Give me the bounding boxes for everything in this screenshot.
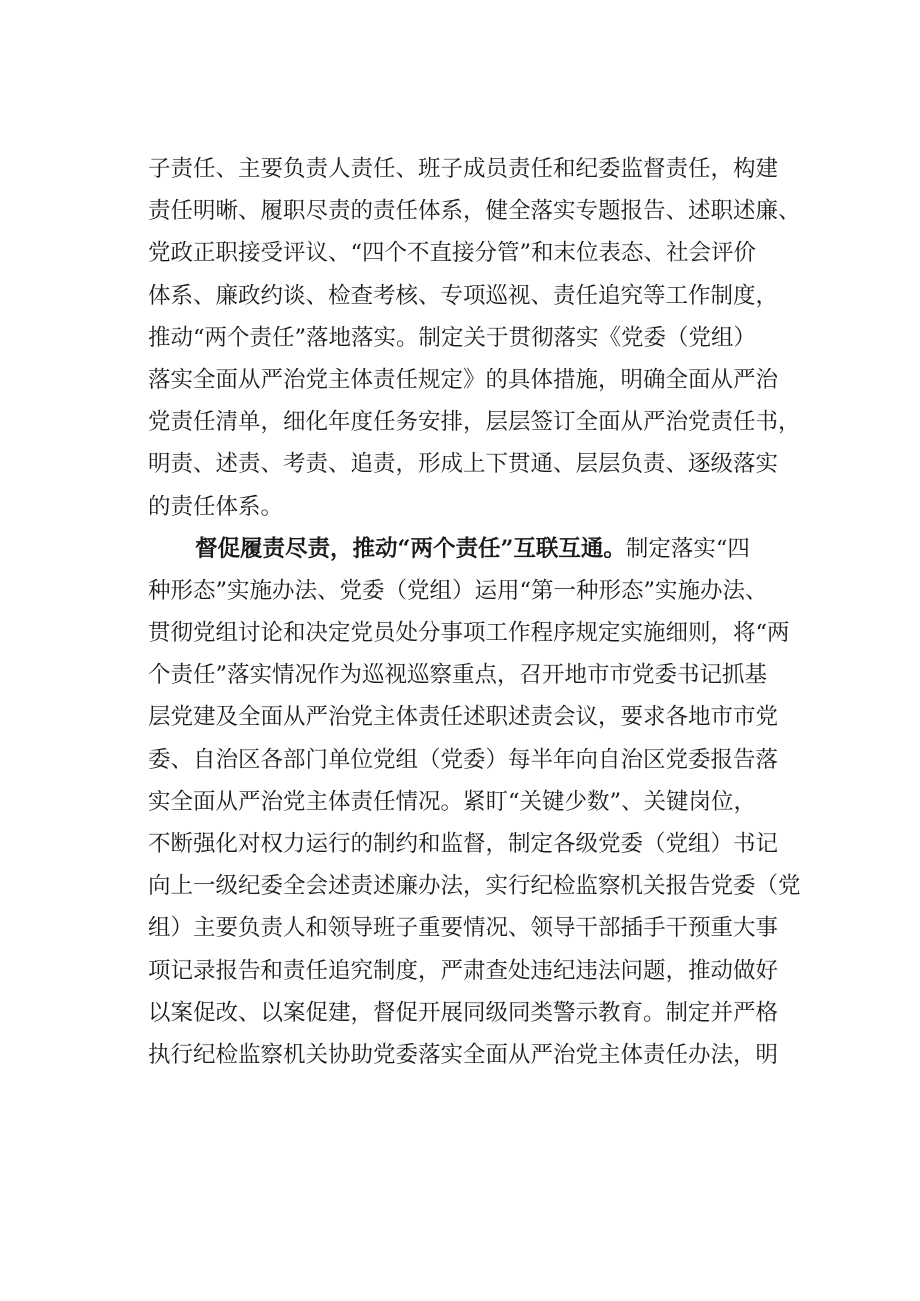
text-line: 向上一级纪委全会述责述廉办法，实行纪检监察机关报告党委（党	[148, 873, 801, 900]
paragraph-1	[148, 148, 816, 528]
paragraph-2	[148, 528, 816, 1076]
paragraph-2-first-line	[148, 528, 816, 570]
text-line: 项记录报告和责任追究制度，严肃查处违纪违法问题，推动做好	[148, 957, 779, 984]
text-line: 以案促改、以案促建，督促开展同级同类警示教育。制定并严格	[148, 999, 779, 1026]
text-line: 组）主要负责人和领导班子重要情况、领导干部插手干预重大事	[148, 915, 779, 942]
paragraph-first-line-rest: 制定落实“四	[625, 535, 750, 562]
text-line: 党责任清单，细化年度任务安排，层层签订全面从严治党责任书，	[148, 409, 801, 436]
text-line: 的责任体系。	[148, 493, 284, 520]
text-line: 落实全面从严治党主体责任规定》的具体措施，明确全面从严治	[148, 366, 779, 393]
text-line: 党政正职接受评议、“四个不直接分管”和末位表态、社会评价	[148, 240, 757, 267]
text-line: 推动“两个责任”落地落实。制定关于贯彻落实《党委（党组）	[148, 324, 757, 351]
document-body	[148, 148, 816, 1076]
text-line: 体系、廉政约谈、检查考核、专项巡视、责任追究等工作制度，	[148, 282, 779, 309]
text-line: 实全面从严治党主体责任情况。紧盯“关键少数”、关键岗位，	[148, 788, 757, 815]
text-line: 委、自治区各部门单位党组（党委）每半年向自治区党委报告落	[148, 746, 779, 773]
text-line: 种形态”实施办法、党委（党组）运用“第一种形态”实施办法、	[148, 577, 768, 604]
text-line: 责任明晰、履职尽责的责任体系，健全落实专题报告、述职述廉、	[148, 198, 801, 225]
text-line: 不断强化对权力运行的制约和监督，制定各级党委（党组）书记	[148, 831, 779, 857]
paragraph-heading: 督促履责尽责，推动“两个责任”互联互通。	[195, 535, 626, 562]
text-line: 贯彻党组讨论和决定党员处分事项工作程序规定实施细则，将“两	[148, 620, 790, 647]
text-line: 个责任”落实情况作为巡视巡察重点，召开地市市党委书记抓基	[148, 662, 768, 689]
text-line: 明责、述责、考责、追责，形成上下贯通、层层负责、逐级落实	[148, 451, 779, 478]
text-line: 层党建及全面从严治党主体责任述职述责会议，要求各地市市党	[148, 704, 779, 731]
text-line: 子责任、主要负责人责任、班子成员责任和纪委监督责任，构建	[148, 156, 779, 182]
text-line: 执行纪检监察机关协助党委落实全面从严治党主体责任办法，明	[148, 1041, 779, 1068]
